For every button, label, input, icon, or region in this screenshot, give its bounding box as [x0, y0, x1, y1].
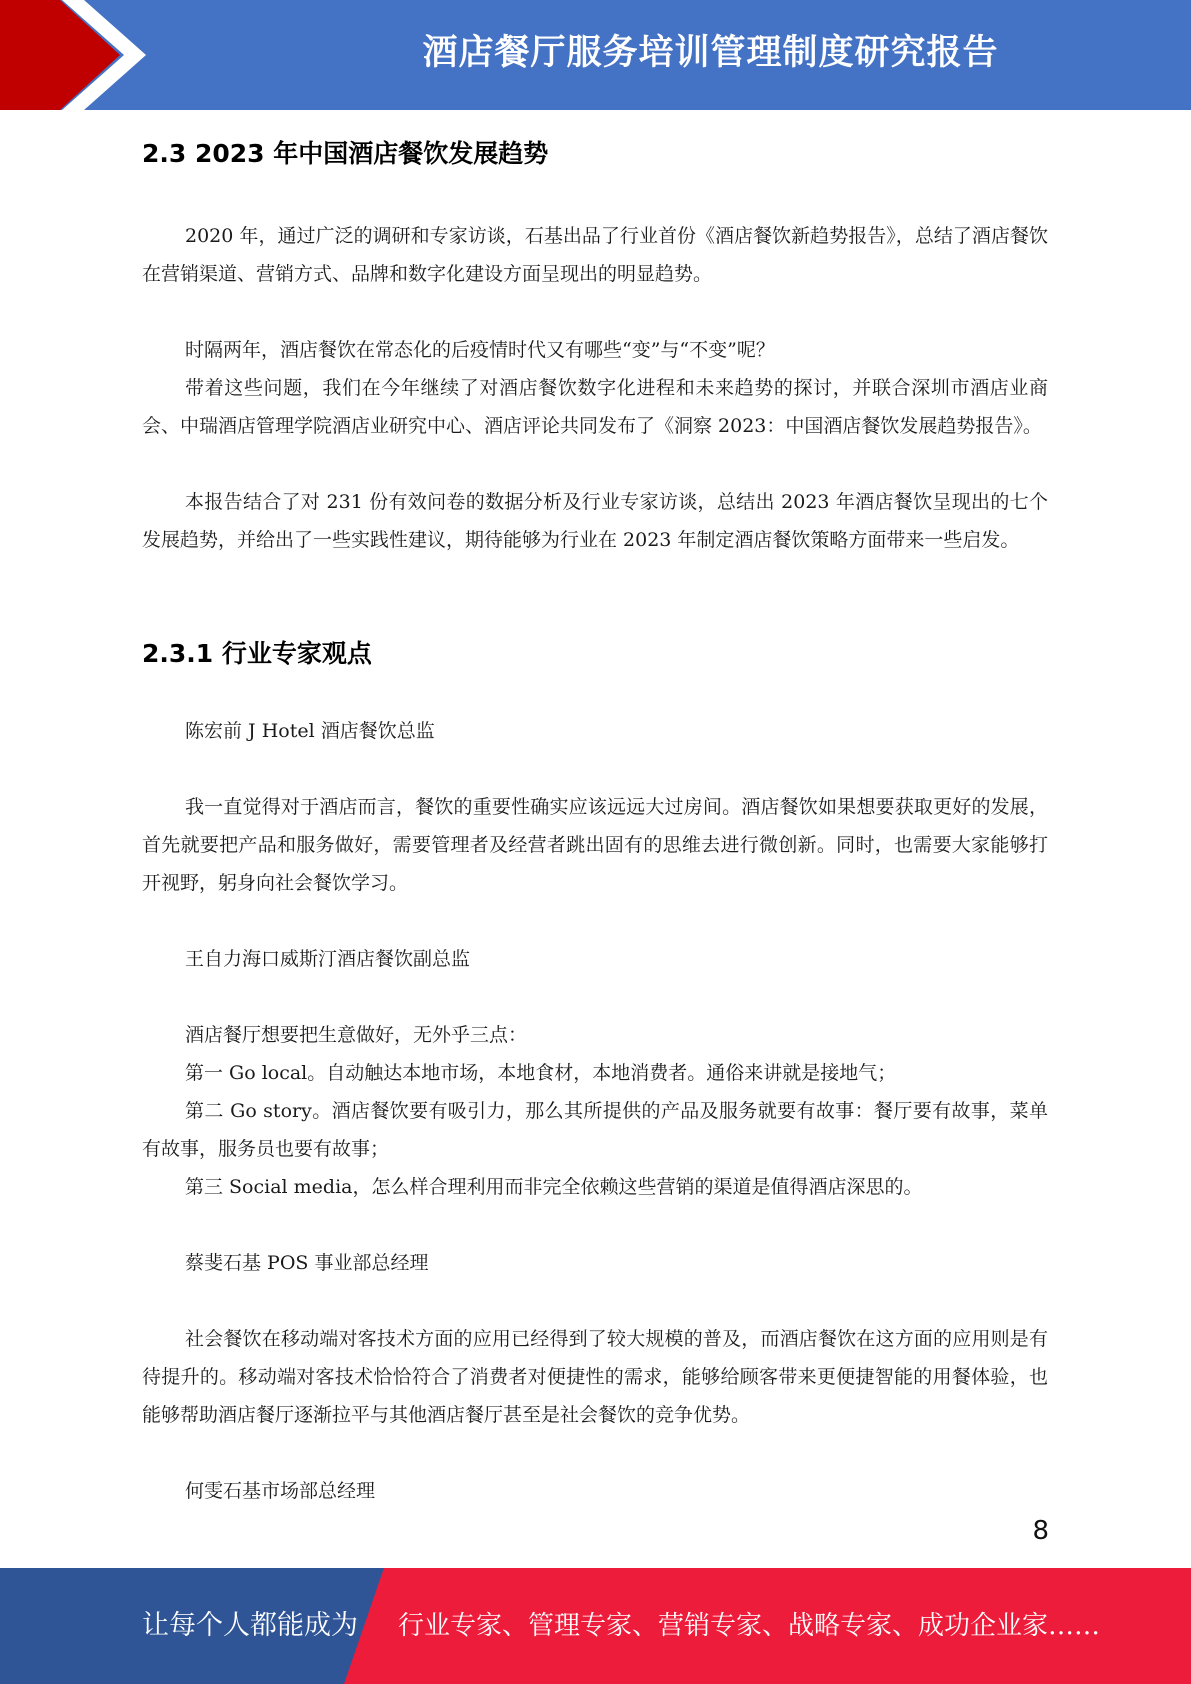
page-number: 8	[1032, 1516, 1049, 1546]
document-title: 酒店餐厅服务培训管理制度研究报告	[422, 33, 999, 73]
paragraph: 社会餐饮在移动端对客技术方面的应用已经得到了较大规模的普及，而酒店餐饮在这方面的应用则是有待提升的。移动端对客技术恰恰符合了消费者对便捷性的需求，能够给顾客带来更便捷智能的用餐体验，也能够帮助酒店餐厅逐渐拉平与其他酒店餐厅甚至是社会餐饮的竞争优势。	[142, 1328, 1048, 1426]
page-footer	[0, 1568, 1191, 1684]
paragraph: 我一直觉得对于酒店而言，餐饮的重要性确实应该远远大过房间。酒店餐饮如果想要获取更好的发展，首先就要把产品和服务做好，需要管理者及经营者跳出固有的思维去进行微创新。同时，也需要大家能够打开视野，躬身向社会餐饮学习。	[142, 796, 1048, 894]
subsection-heading: 2.3.1 行业专家观点	[142, 639, 372, 668]
section-heading: 2.3 2023 年中国酒店餐饮发展趋势	[142, 139, 549, 168]
expert-name: 王自力海口威斯汀酒店餐饮副总监	[185, 948, 471, 970]
paragraph: 第三 Social media，怎么样合理利用而非完全依赖这些营销的渠道是值得酒店深思的。	[185, 1176, 923, 1198]
paragraph: 带着这些问题，我们在今年继续了对酒店餐饮数字化进程和未来趋势的探讨，并联合深圳市酒店业商会、中瑞酒店管理学院酒店业研究中心、酒店评论共同发布了《洞察 2023：中国酒店餐饮发展趋势报告》。	[142, 377, 1048, 437]
header-arrow-graphic	[0, 0, 160, 110]
expert-name: 何雯石基市场部总经理	[185, 1480, 376, 1502]
paragraph: 第二 Go story。酒店餐饮要有吸引力，那么其所提供的产品及服务就要有故事：餐厅要有故事，菜单有故事，服务员也要有故事；	[142, 1100, 1048, 1160]
footer-slogan-right: 行业专家、管理专家、营销专家、战略专家、成功企业家……	[398, 1611, 1101, 1641]
paragraph: 酒店餐厅想要把生意做好，无外乎三点：	[185, 1024, 528, 1046]
expert-name: 蔡斐石基 POS 事业部总经理	[185, 1252, 429, 1274]
paragraph: 时隔两年，酒店餐饮在常态化的后疫情时代又有哪些“变”与“不变”呢？	[185, 339, 775, 361]
paragraph: 本报告结合了对 231 份有效问卷的数据分析及行业专家访谈，总结出 2023 年酒店餐饮呈现出的七个发展趋势，并给出了一些实践性建议，期待能够为行业在 2023 年制定酒店餐饮策略方面带来一些启发。	[142, 491, 1048, 551]
page-header	[0, 0, 1191, 110]
expert-name: 陈宏前 J Hotel 酒店餐饮总监	[185, 720, 435, 742]
footer-slogan-left: 让每个人都能成为	[142, 1610, 358, 1641]
paragraph: 第一 Go local。自动触达本地市场，本地食材，本地消费者。通俗来讲就是接地气；	[185, 1062, 897, 1084]
paragraph: 2020 年，通过广泛的调研和专家访谈，石基出品了行业首份《酒店餐饮新趋势报告》，总结了酒店餐饮在营销渠道、营销方式、品牌和数字化建设方面呈现出的明显趋势。	[142, 225, 1048, 285]
